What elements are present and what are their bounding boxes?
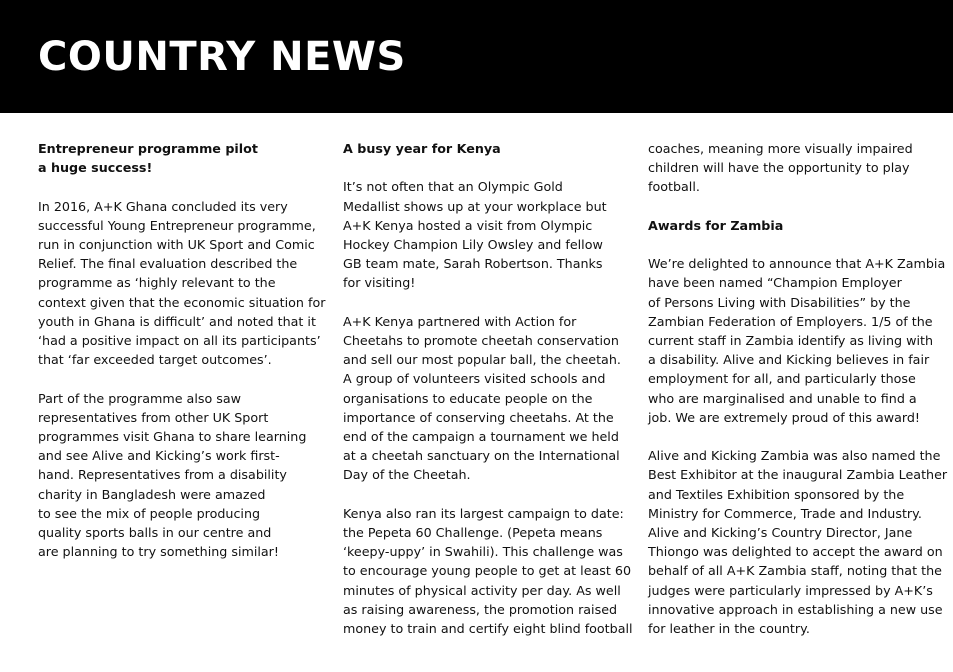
heading-line: a huge success! [38, 160, 153, 176]
text-line: are planning to try something similar! [38, 544, 279, 560]
heading-line: Entrepreneur programme pilot [38, 141, 258, 156]
text-line: run in conjunction with UK Sport and Comic [38, 237, 315, 252]
text-line: minutes of physical activity per day. As well [343, 582, 621, 598]
text-line: Relief. The final evaluation described the [38, 256, 298, 272]
text-line: It’s not often that an Olympic Gold [343, 179, 563, 195]
zambia-heading: Awards for Zambia [648, 217, 784, 233]
text-line: A+K Kenya partnered with Action for [343, 313, 577, 329]
text-line: and Textiles Exhibition sponsored by the [648, 486, 905, 502]
text-line: coaches, meaning more visually impaired [648, 141, 913, 156]
text-line: a disability. Alive and Kicking believes in fair [648, 352, 930, 368]
kenya-heading: A busy year for Kenya [343, 141, 501, 156]
column-ghana [38, 139, 328, 581]
text-line: and see Alive and Kicking’s work first- [38, 448, 280, 464]
text-line: Hockey Champion Lily Owsley and fellow [343, 237, 603, 252]
text-line: job. We are extremely proud of this award! [648, 409, 921, 425]
text-line: GB team mate, Sarah Robertson. Thanks [343, 256, 603, 272]
text-line: Ministry for Commerce, Trade and Industry. [648, 505, 922, 521]
text-line: the Pepeta 60 Challenge. (Pepeta means [343, 525, 603, 541]
text-line: and sell our most popular ball, the cheetah. [343, 352, 621, 368]
text-line: Alive and Kicking Zambia was also named the [648, 448, 941, 464]
text-line: Cheetahs to promote cheetah conservation [343, 333, 619, 348]
text-line: ‘keepy-uppy’ in Swahili). This challenge was [343, 544, 623, 560]
text-line: Alive and Kicking’s Country Director, Jane [648, 525, 913, 541]
text-line: Best Exhibitor at the inaugural Zambia Leather [648, 467, 948, 483]
text-line: programmes visit Ghana to share learning [38, 429, 307, 445]
kenya-paragraph-3 [343, 504, 633, 638]
page-title: COUNTRY NEWS [38, 34, 406, 80]
text-line: as raising awareness, the promotion raised [343, 601, 618, 617]
text-line: for visiting! [343, 275, 416, 291]
text-line: have been named “Champion Employer [648, 275, 902, 291]
text-line: representatives from other UK Sport [38, 409, 269, 425]
text-line: current staff in Zambia identify as living with [648, 333, 934, 348]
column-zambia [648, 139, 948, 657]
kenya-paragraph-1 [343, 177, 633, 292]
text-line: programme as ‘highly relevant to the [38, 275, 276, 291]
text-line: organisations to educate people on the [343, 390, 593, 406]
text-line: to encourage young people to get at least 60 [343, 563, 632, 579]
ghana-paragraph-1 [38, 197, 328, 370]
text-line: innovative approach in establishing a new use [648, 601, 943, 617]
kenya-continued-paragraph [648, 139, 938, 197]
text-line: behalf of all A+K Zambia staff, noting that the [648, 563, 942, 579]
text-line: successful Young Entrepreneur programme, [38, 217, 316, 233]
text-line: Medallist shows up at your workplace but [343, 198, 607, 214]
text-line: Thiongo was delighted to accept the award on [648, 544, 943, 560]
column-kenya [343, 139, 633, 657]
text-line: money to train and certify eight blind football [343, 621, 633, 637]
text-line: to see the mix of people producing [38, 505, 261, 521]
text-line: employment for all, and particularly those [648, 371, 916, 387]
text-line: Zambian Federation of Employers. 1/5 of the [648, 313, 933, 329]
ghana-paragraph-2 [38, 389, 328, 562]
text-line: children will have the opportunity to play [648, 160, 910, 176]
text-line: Kenya also ran its largest campaign to date: [343, 505, 624, 521]
text-line: Day of the Cheetah. [343, 467, 471, 483]
ghana-heading [38, 139, 328, 177]
text-line: football. [648, 179, 700, 195]
text-line: who are marginalised and unable to find a [648, 390, 917, 406]
header-banner [0, 0, 953, 113]
text-line: of Persons Living with Disabilities” by the [648, 294, 911, 310]
zambia-paragraph-2 [648, 446, 948, 638]
kenya-paragraph-2 [343, 312, 633, 485]
text-line: for leather in the country. [648, 621, 810, 637]
zambia-paragraph-1 [648, 254, 946, 427]
text-line: that ‘far exceeded target outcomes’. [38, 352, 272, 368]
text-line: charity in Bangladesh were amazed [38, 486, 266, 502]
text-line: Part of the programme also saw [38, 390, 242, 406]
text-line: quality sports balls in our centre and [38, 525, 272, 541]
text-line: judges were particularly impressed by A+K’s [648, 582, 933, 598]
text-line: ‘had a positive impact on all its participants’ [38, 333, 321, 349]
text-line: context given that the economic situation for [38, 294, 326, 310]
text-line: A+K Kenya hosted a visit from Olympic [343, 217, 593, 233]
text-line: hand. Representatives from a disability [38, 467, 287, 483]
text-line: We’re delighted to announce that A+K Zambia [648, 256, 946, 272]
text-line: In 2016, A+K Ghana concluded its very [38, 198, 288, 214]
text-line: importance of conserving cheetahs. At the [343, 409, 614, 425]
text-line: youth in Ghana is difficult’ and noted that it [38, 313, 316, 329]
text-line: end of the campaign a tournament we held [343, 429, 619, 445]
text-line: at a cheetah sanctuary on the International [343, 448, 620, 464]
text-line: A group of volunteers visited schools and [343, 371, 606, 387]
